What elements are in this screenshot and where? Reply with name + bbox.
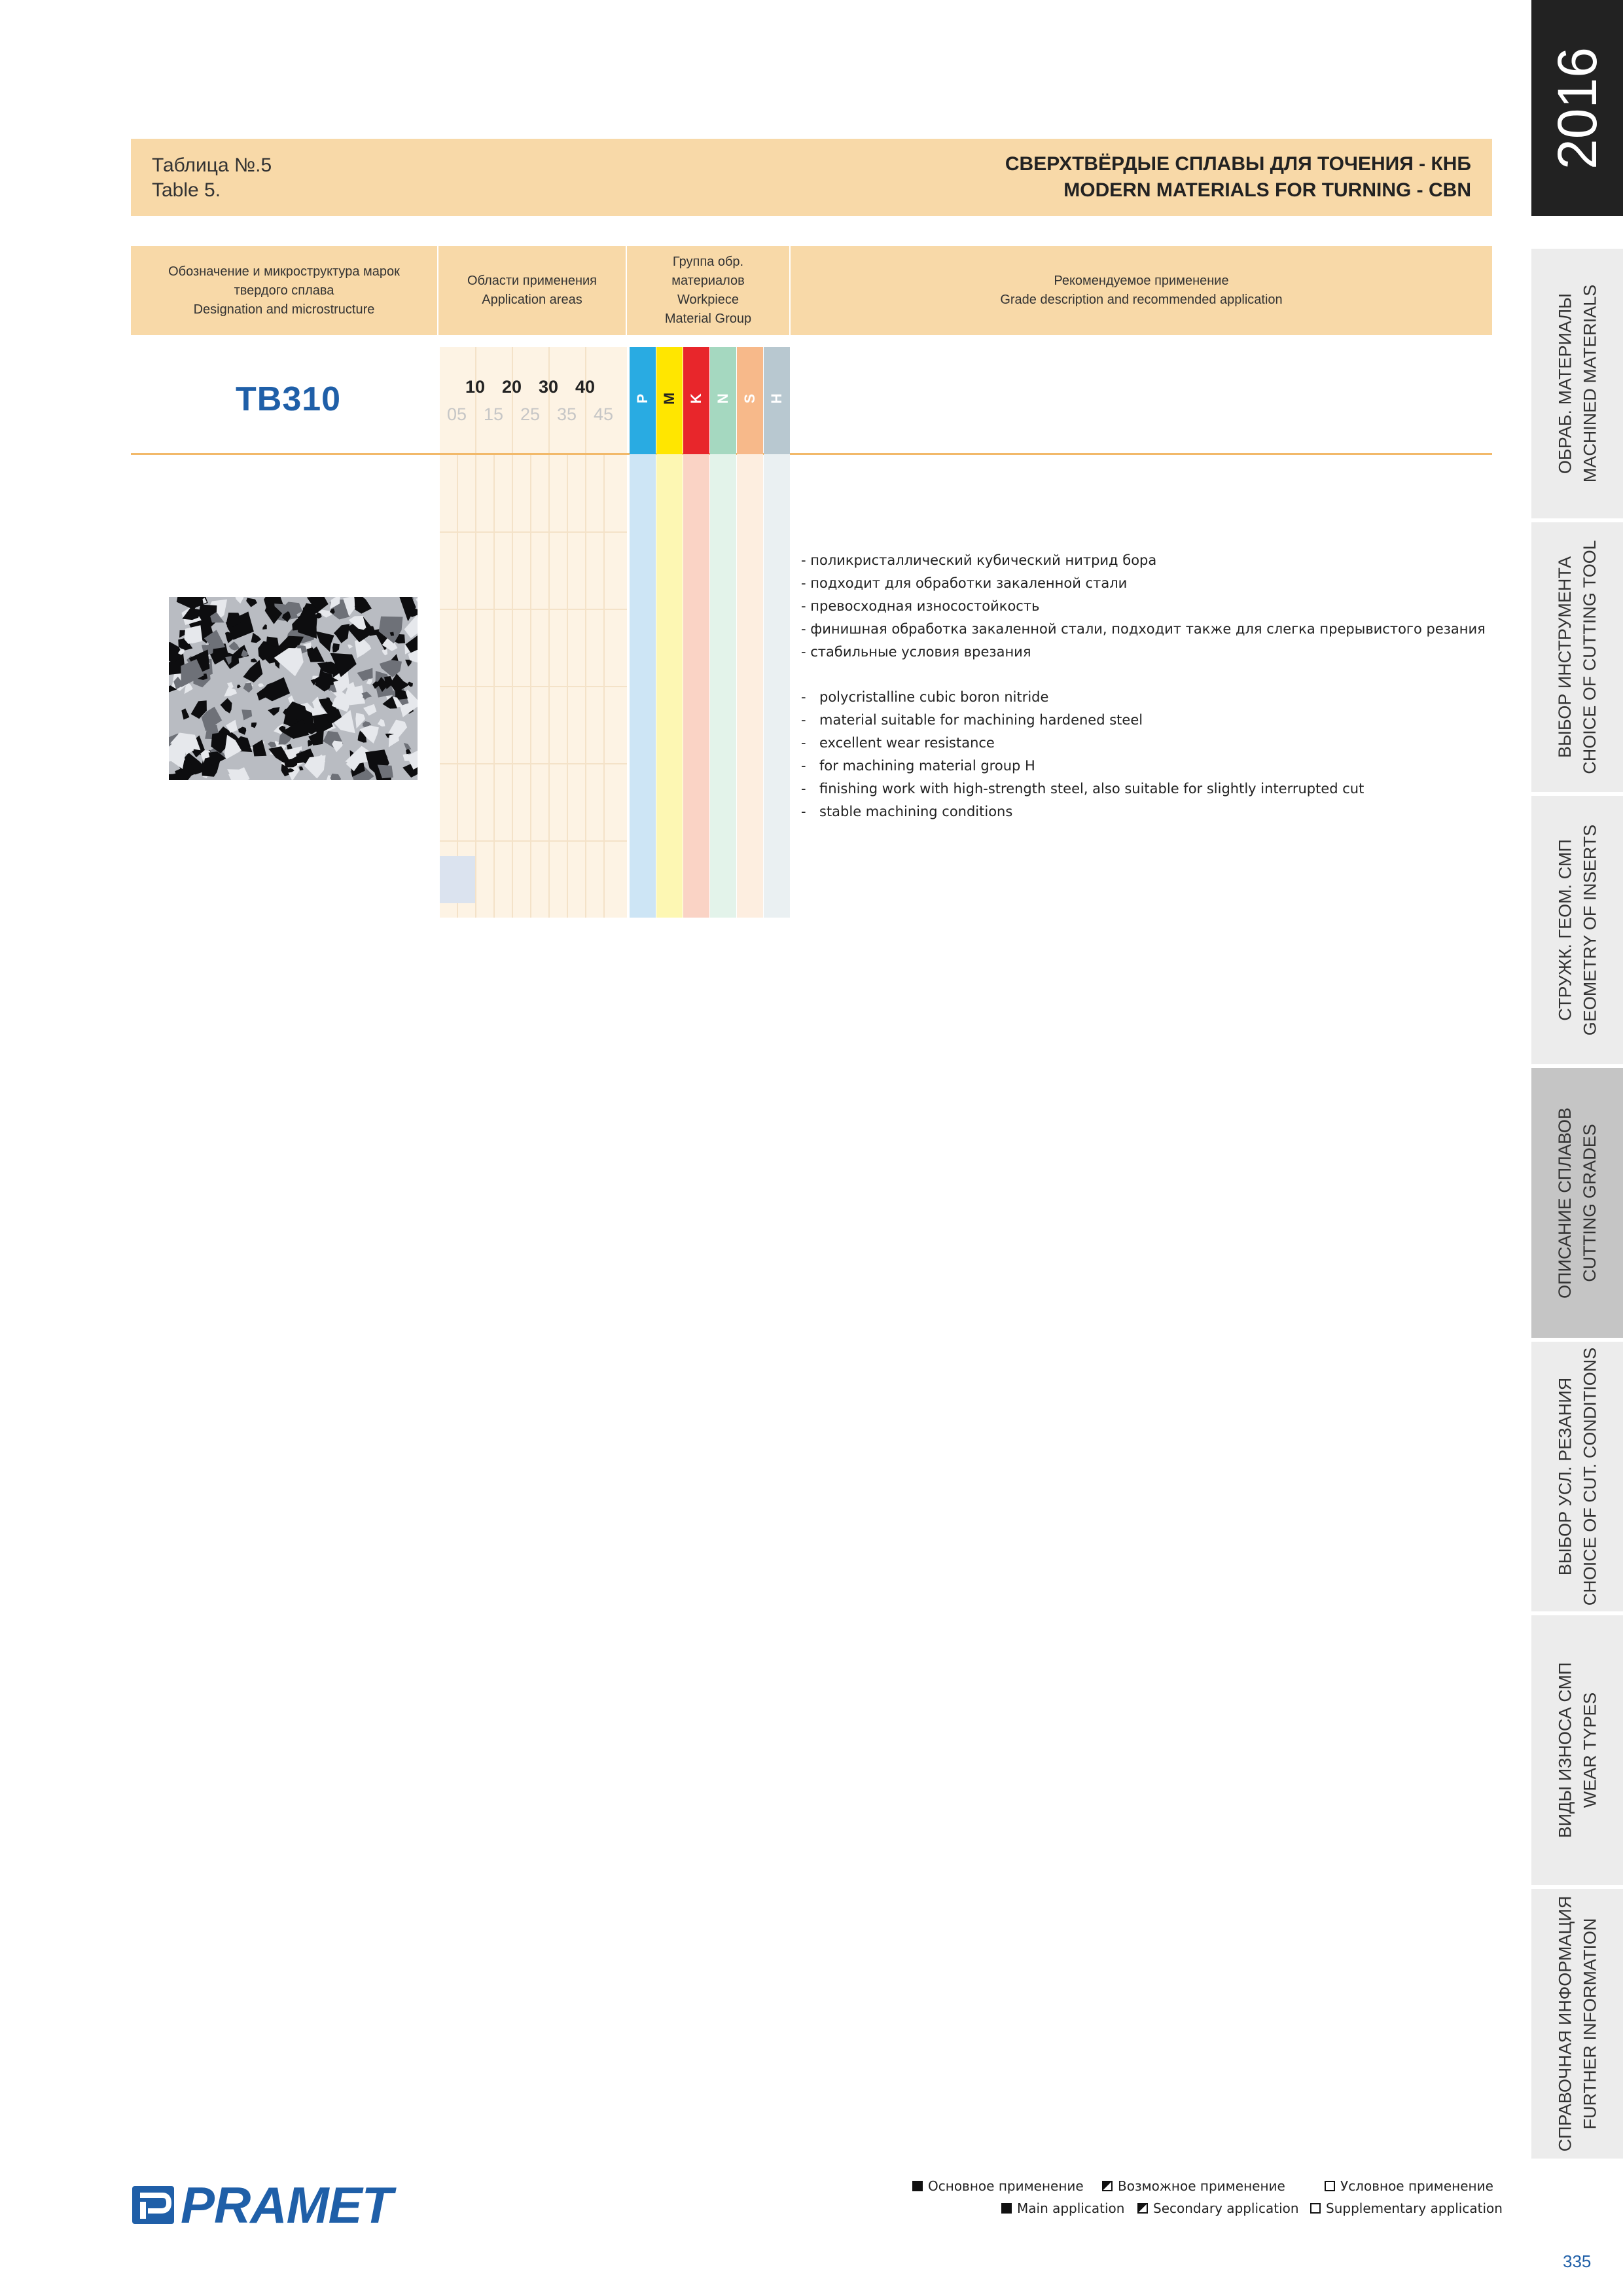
column-header-material-group [627, 246, 789, 335]
description-en-text: stable machining conditions [819, 804, 1013, 819]
micro-grain [243, 660, 262, 683]
material-group-letter: P [634, 393, 651, 404]
header-line: Material Group [664, 312, 752, 326]
year-label [1531, 0, 1623, 216]
legend-supplementary-ru [1325, 2178, 1493, 2194]
main-application-icon [912, 2181, 923, 2191]
secondary-application-icon [1102, 2181, 1113, 2191]
main-application-icon [1001, 2203, 1012, 2214]
application-area-grid [440, 347, 627, 918]
micro-grain [330, 774, 341, 780]
grid-line [440, 840, 627, 842]
micro-grain [332, 741, 342, 753]
micro-grain [185, 625, 203, 644]
micro-grain [181, 708, 189, 719]
micro-grain [237, 685, 241, 689]
sidebar-label-en: GEOMETRY OF INSERTS [1580, 824, 1600, 1036]
sidebar-label-ru: ОПИСАНИЕ СПЛАВОВ [1555, 1107, 1575, 1299]
microstructure-image [169, 597, 418, 780]
legend-supplementary-en [1310, 2200, 1503, 2216]
page-number: 335 [1563, 2251, 1592, 2271]
header-line: Обозначение и микроструктура марок [168, 264, 400, 279]
micro-grain [332, 643, 340, 653]
grade-name: TB310 [236, 380, 342, 418]
micro-grain [258, 683, 264, 687]
micro-grain [348, 645, 353, 649]
header-line: Grade description and recommended application [1000, 293, 1283, 307]
legend-main-en [1001, 2200, 1124, 2216]
legend-label: Secondary application [1153, 2200, 1299, 2216]
application-number-secondary: 15 [483, 404, 504, 424]
grid-line [440, 609, 627, 610]
micro-grain [378, 719, 385, 727]
secondary-application-icon [1137, 2203, 1148, 2214]
logo-mark-icon [131, 2182, 177, 2228]
description-ru-line: - превосходная износостойкость [801, 598, 1040, 614]
description-en-line: - material suitable for machining hardened steel [801, 712, 1143, 728]
micro-grain [404, 743, 412, 749]
description-en-line: - finishing work with high-strength steel, also suitable for slightly interrupted cut [801, 781, 1364, 797]
sidebar-label [1531, 522, 1623, 792]
description-en-text: excellent wear resistance [819, 735, 995, 751]
micro-grain [363, 704, 376, 716]
sidebar-label-ru: ОБРАБ. МАТЕРИАЛЫ [1555, 293, 1575, 475]
micro-grain [228, 767, 249, 780]
page-title-en: MODERN MATERIALS FOR TURNING - CBN [1063, 179, 1471, 201]
pramet-logo [131, 2176, 392, 2234]
sidebar-label-ru: ВЫБОР УСЛ. РЕЗАНИЯ [1555, 1377, 1575, 1576]
header-line: Application areas [482, 293, 582, 307]
application-number-secondary: 35 [556, 404, 577, 424]
header-line: Группа обр. [672, 255, 744, 269]
sidebar-label-en: FURTHER INFORMATION [1580, 1918, 1599, 2130]
legend-secondary-ru [1102, 2178, 1285, 2194]
micro-grain [241, 709, 252, 720]
supplementary-application-icon [1325, 2181, 1335, 2191]
sidebar-label-en: CUTTING GRADES [1580, 1124, 1599, 1282]
column-header-designation [131, 246, 437, 335]
description-en-line: - stable machining conditions [801, 804, 1013, 819]
grid-line [585, 347, 586, 918]
micro-grain [275, 662, 280, 669]
sidebar-label-en: CHOICE OF CUT. CONDITIONS [1580, 1347, 1600, 1606]
micro-grain [221, 698, 232, 713]
material-group-letter: K [688, 393, 704, 404]
legend-secondary-en [1137, 2200, 1299, 2216]
logo-text: PRAMET [181, 2176, 393, 2234]
description-en-text: finishing work with high-strength steel, also suitable for slightly interrupted cut [819, 781, 1364, 797]
legend-label: Условное применение [1340, 2178, 1493, 2194]
sidebar-label [1531, 1889, 1623, 2159]
header-line: Workpiece [677, 293, 740, 307]
grid-line [440, 686, 627, 687]
micro-grain [405, 660, 412, 667]
micro-grain [334, 624, 349, 643]
page-title-ru: СВЕРХТВЁРДЫЕ СПЛАВЫ ДЛЯ ТОЧЕНИЯ - КНБ [1005, 153, 1471, 175]
application-number: 30 [538, 377, 559, 397]
micro-grain [251, 723, 257, 728]
application-number-secondary: 45 [593, 404, 614, 424]
table-number-en: Table 5. [152, 179, 221, 201]
material-group-letter: S [741, 393, 758, 404]
header-line: Рекомендуемое применение [1054, 274, 1229, 288]
sidebar-label [1531, 249, 1623, 518]
application-number: 40 [575, 377, 596, 397]
micro-grain [251, 658, 257, 662]
micro-grain [246, 598, 257, 607]
micro-grain [229, 641, 240, 651]
column-header-recommended [791, 246, 1492, 335]
description-en-text: for machining material group H [819, 758, 1035, 774]
legend-label: Основное применение [928, 2178, 1084, 2194]
description-ru-line: - стабильные условия врезания [801, 644, 1031, 660]
header-line: Designation and microstructure [193, 302, 375, 317]
legend-label: Main application [1017, 2200, 1125, 2216]
description-ru-line: - финишная обработка закаленной стали, подходит также для слегка прерывистого резания [801, 621, 1486, 637]
sidebar-label-en: WEAR TYPES [1580, 1692, 1600, 1808]
row-divider [131, 453, 1492, 455]
material-group-letter: N [715, 393, 731, 404]
description-en-line: - for machining material group H [801, 758, 1035, 774]
micro-grain [234, 597, 245, 603]
application-number-secondary: 25 [520, 404, 541, 424]
grid-line [440, 531, 627, 533]
micro-grain [262, 624, 267, 630]
description-en-text: material suitable for machining hardened steel [819, 712, 1143, 728]
sidebar-label-ru: СТРУЖК. ГЕОМ. СМП [1555, 839, 1575, 1021]
description-ru-line: - подходит для обработки закаленной стали [801, 575, 1128, 591]
legend-label: Возможное применение [1118, 2178, 1285, 2194]
table-number-ru: Таблица №.5 [152, 154, 272, 176]
column-header-application [438, 246, 626, 335]
sidebar-label-en: CHOICE OF CUTTING TOOL [1580, 540, 1599, 774]
description-en-line: - polycristalline cubic boron nitride [801, 689, 1049, 705]
description-en-line: - excellent wear resistance [801, 735, 995, 751]
application-area-marker [440, 856, 475, 903]
description-ru-line: - поликристаллический кубический нитрид бора [801, 552, 1157, 568]
header-line: материалов [671, 274, 745, 288]
micro-grain [404, 615, 418, 638]
micro-grain [353, 597, 372, 614]
micro-grain [355, 639, 371, 658]
grid-line [475, 347, 476, 918]
sidebar-label-ru: ВЫБОР ИНСТРУМЕНТА [1555, 556, 1575, 759]
material-group-letter: H [768, 393, 785, 404]
micro-grain [243, 683, 253, 692]
micro-grain [389, 733, 399, 747]
sidebar-label [1531, 1342, 1623, 1611]
supplementary-application-icon [1310, 2203, 1321, 2214]
application-number-secondary: 05 [446, 404, 467, 424]
micro-grain [268, 707, 279, 716]
sidebar-label [1531, 1615, 1623, 1885]
application-number: 10 [465, 377, 486, 397]
micro-grain [315, 631, 334, 652]
sidebar-label [1531, 1068, 1623, 1338]
year-text: 2016 [1546, 46, 1608, 170]
sidebar-label-ru: СПРАВОЧНАЯ ИНФОРМАЦИЯ [1555, 1895, 1575, 2152]
grid-line [512, 347, 513, 918]
micro-grain [251, 633, 262, 643]
header-line: твердого сплава [234, 283, 334, 298]
micro-grain [238, 727, 246, 735]
header-line: Области применения [467, 274, 597, 288]
grid-line [440, 763, 627, 764]
description-en-text: polycristalline cubic boron nitride [819, 689, 1049, 705]
sidebar-label-ru: ВИДЫ ИЗНОСА СМП [1555, 1662, 1575, 1839]
legend-main-ru [912, 2178, 1084, 2194]
material-group-letter: M [661, 392, 677, 405]
micro-grain [224, 687, 237, 697]
grid-line [548, 347, 550, 918]
micro-grain [416, 598, 418, 601]
legend-label: Supplementary application [1326, 2200, 1503, 2216]
micro-grain [382, 649, 388, 655]
title-band [131, 139, 1492, 216]
sidebar-label-en: MACHINED MATERIALS [1580, 284, 1600, 483]
application-number: 20 [501, 377, 522, 397]
sidebar-label [1531, 796, 1623, 1064]
micro-grain [299, 766, 304, 770]
